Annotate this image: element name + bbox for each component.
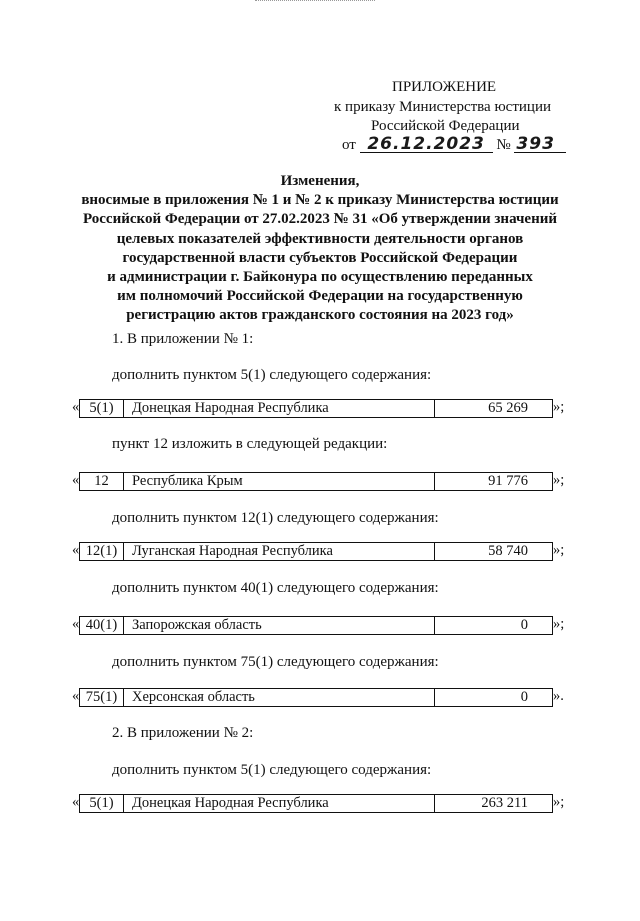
- row-table: [79, 542, 553, 561]
- title-line: регистрацию актов гражданского состояния на 2023 год»: [126, 307, 514, 324]
- row-value: 0: [434, 617, 552, 634]
- quote-close: »;: [553, 399, 565, 415]
- approval-title: ПРИЛОЖЕНИЕ: [392, 79, 497, 95]
- from-label: от: [342, 137, 356, 153]
- approval-date-line: [342, 136, 566, 155]
- row-table: [79, 472, 553, 491]
- row-value: 0: [434, 689, 552, 706]
- title-line: вносимые в приложения № 1 и № 2 к приказу Министерства юстиции: [81, 192, 559, 209]
- quote-close: »;: [553, 794, 565, 810]
- section-heading: 2. В приложении № 2:: [112, 725, 254, 741]
- row-number: 12: [94, 473, 109, 489]
- row-number: 40(1): [85, 617, 118, 633]
- quote-close: »;: [553, 472, 565, 488]
- quote-close: »;: [553, 542, 565, 558]
- row-table: [79, 688, 553, 707]
- instruction-text: дополнить пунктом 40(1) следующего содержания:: [112, 580, 439, 596]
- quote-open: «: [72, 542, 80, 558]
- row-table: [79, 616, 553, 635]
- document-title: [60, 172, 580, 326]
- row-region: Херсонская область: [123, 689, 434, 706]
- row-number: 5(1): [89, 795, 114, 811]
- row-value: 58 740: [434, 543, 552, 560]
- row-number: 12(1): [85, 543, 118, 559]
- approval-order-line: к приказу Министерства юстиции: [334, 99, 551, 115]
- quote-open: «: [72, 616, 80, 632]
- instruction-text: пункт 12 изложить в следующей редакции:: [112, 436, 388, 452]
- instruction-text: дополнить пунктом 5(1) следующего содержания:: [112, 367, 432, 383]
- title-line: целевых показателей эффективности деятельности органов: [116, 230, 524, 247]
- title-line: Изменения,: [280, 173, 360, 189]
- instruction-text: дополнить пунктом 5(1) следующего содержания:: [112, 762, 432, 778]
- row-table: [79, 399, 553, 418]
- number-label: №: [496, 137, 511, 153]
- title-line: и администрации г. Байконура по осуществлению переданных: [107, 269, 533, 286]
- scan-mark: [255, 0, 375, 4]
- row-region: Донецкая Народная Республика: [123, 795, 434, 812]
- section-heading: 1. В приложении № 1:: [112, 331, 254, 347]
- row-table: [79, 794, 553, 813]
- handwritten-date: 26.12.2023: [360, 136, 493, 153]
- title-line: им полномочий Российской Федерации на государственную: [117, 288, 523, 305]
- row-value: 65 269: [434, 400, 552, 417]
- row-number: 75(1): [85, 689, 118, 705]
- title-line: Российской Федерации от 27.02.2023 № 31 «Об утверждении значений: [82, 211, 558, 228]
- quote-close: ».: [553, 688, 564, 704]
- row-value: 91 776: [434, 473, 552, 490]
- approval-country-line: Российской Федерации: [371, 118, 520, 134]
- row-region: Донецкая Народная Республика: [123, 400, 434, 417]
- quote-open: «: [72, 399, 80, 415]
- instruction-text: дополнить пунктом 75(1) следующего содержания:: [112, 654, 439, 670]
- row-region: Луганская Народная Республика: [123, 543, 434, 560]
- row-number: 5(1): [89, 400, 114, 416]
- quote-open: «: [72, 472, 80, 488]
- row-region: Запорожская область: [123, 617, 434, 634]
- title-line: государственной власти субъектов Российской Федерации: [122, 249, 518, 266]
- quote-close: »;: [553, 616, 565, 632]
- row-value: 263 211: [434, 795, 552, 812]
- quote-open: «: [72, 688, 80, 704]
- instruction-text: дополнить пунктом 12(1) следующего содержания:: [112, 510, 439, 526]
- handwritten-number: 393: [514, 136, 566, 153]
- row-region: Республика Крым: [123, 473, 434, 490]
- quote-open: «: [72, 794, 80, 810]
